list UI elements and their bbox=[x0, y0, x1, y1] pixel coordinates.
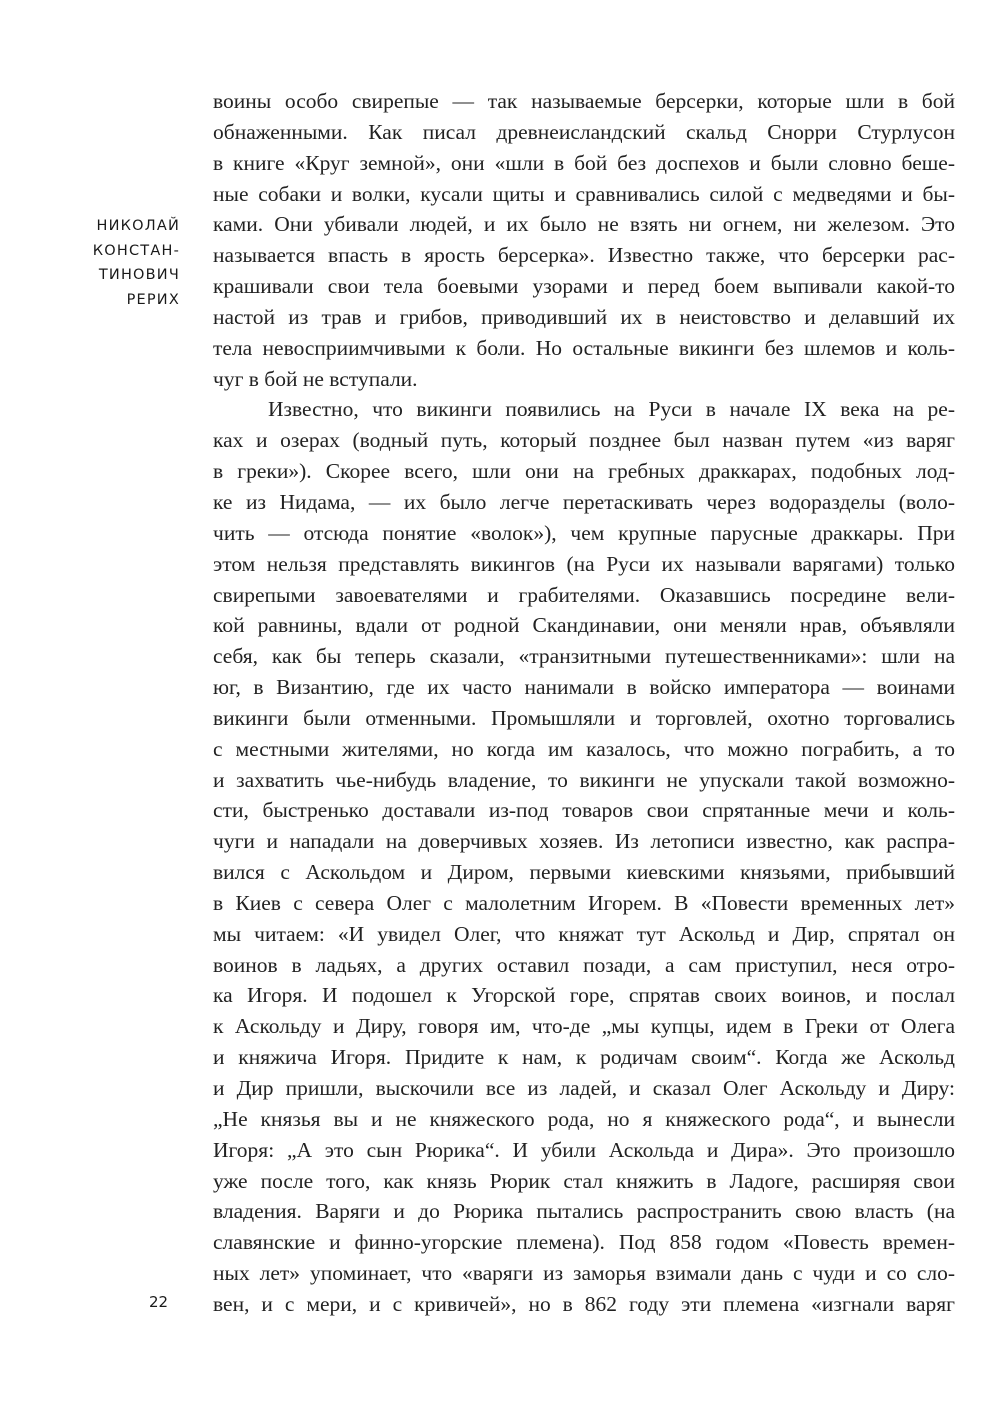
page-number: 22 bbox=[149, 1293, 169, 1311]
text-line: Известно, что викинги появились на Руси в начале IX века на ре- bbox=[268, 397, 955, 422]
text-line: и захватить чье-нибудь владение, то викинги не упускали такой возможно- bbox=[213, 767, 955, 792]
author-line: КОНСТАН- bbox=[92, 242, 180, 259]
text-line: чить — отсюда понятие «волок»), чем крупные парусные драккары. При bbox=[213, 520, 955, 545]
text-line: ками. Они убивали людей, и их было не взять ни огнем, ни железом. Это bbox=[213, 212, 955, 237]
text-line: уже после того, как князь Рюрик стал княжить в Ладоге, расширяя свои bbox=[213, 1168, 955, 1193]
text-line: ках и озерах (водный путь, который позднее был назван путем «из варяг bbox=[213, 428, 955, 453]
text-line: вился с Аскольдом и Диром, первыми киевскими князьями, прибывший bbox=[213, 860, 955, 885]
text-line: ка Игоря. И подошел к Угорской горе, спрятав своих воинов, и послал bbox=[213, 983, 955, 1008]
text-line: воинов в ладьях, а других оставил позади, а сам приступил, неся отро- bbox=[213, 952, 955, 977]
text-line: вен, и с мери, и с кривичей», но в 862 году эти племена «изгнали варяг bbox=[213, 1291, 955, 1316]
text-line: обнаженными. Как писал древнеисландский скальд Снорри Стурлусон bbox=[213, 119, 955, 144]
text-line: воины особо свирепые — так называемые берсерки, которые шли в бой bbox=[213, 89, 955, 113]
text-line: мы читаем: «И увидел Олег, что княжат тут Аскольд и Дир, спрятал он bbox=[213, 921, 955, 946]
text-line: славянские и финно-угорские племена). Под 858 годом «Повесть времен- bbox=[213, 1230, 955, 1255]
text-line: викинги были отменными. Промышляли и торговлей, охотно торговались bbox=[213, 705, 955, 730]
text-line: кой равнины, вдали от родной Скандинавии, они меняли нрав, объявляли bbox=[213, 613, 955, 638]
text-line: к Аскольду и Диру, говоря им, что-де „мы купцы, идем в Греки от Олега bbox=[213, 1014, 955, 1039]
text-line: „Не князья вы и не княжеского рода, но я княжеского рода“, и вынесли bbox=[213, 1106, 955, 1131]
text-line: себя, как бы теперь сказали, «транзитными путешественниками»: шли на bbox=[213, 644, 955, 669]
text-line: свирепыми завоевателями и грабителями. Оказавшись посредине вели- bbox=[213, 582, 955, 607]
text-line: этом нельзя представлять викингов (на Руси их называли варягами) только bbox=[213, 551, 955, 576]
text-line: ные собаки и волки, кусали щиты и сравнивались силой с медведями и бы- bbox=[213, 181, 955, 206]
author-line: НИКОЛАЙ bbox=[96, 218, 180, 234]
text-line: с местными жителями, но когда им казалось, что можно пограбить, а то bbox=[213, 736, 955, 761]
text-line: ке из Нидама, — их было легче перетаскивать через водоразделы (воло- bbox=[213, 489, 955, 514]
text-line: ных лет» упоминает, что «варяги из заморья взимали дань с чуди и со сло- bbox=[213, 1261, 955, 1286]
text-line: юг, в Византию, где их часто нанимали в войско императора — воинами bbox=[213, 675, 955, 700]
text-line: в Киев с севера Олег с малолетним Игорем. В «Повести временных лет» bbox=[213, 890, 955, 915]
text-line: чуг в бой не вступали. bbox=[213, 366, 418, 391]
author-line: РЕРИХ bbox=[126, 291, 180, 308]
text-line: сти, быстренько доставали из-под товаров свои спрятанные мечи и коль- bbox=[213, 798, 955, 823]
text-line: называется впасть в ярость берсерка». Известно также, что берсерки рас- bbox=[213, 243, 955, 268]
body-text bbox=[213, 86, 955, 1320]
text-line: в греки»). Скорее всего, шли они на гребных драккарах, подобных лод- bbox=[213, 459, 955, 484]
text-line: владения. Варяги и до Рюрика пытались распространить свою власть (на bbox=[213, 1199, 955, 1224]
text-line: и Дир пришли, выскочили все из ладей, и сказал Олег Аскольду и Диру: bbox=[213, 1076, 955, 1100]
text-line: крашивали свои тела боевыми узорами и перед боем выпивали какой-то bbox=[213, 274, 955, 299]
text-line: чуги и нападали на доверчивых хозяев. Из летописи известно, как распра- bbox=[213, 829, 955, 854]
text-line: и княжича Игоря. Придите к нам, к родичам своим“. Когда же Аскольд bbox=[213, 1045, 955, 1070]
text-line: в книге «Круг земной», они «шли в бой без доспехов и были словно беше- bbox=[213, 150, 955, 175]
author-line: ТИНОВИЧ bbox=[98, 267, 180, 283]
author-name-sidebar bbox=[93, 214, 180, 312]
text-line: настой из трав и грибов, приводивший их в неистовство и делавший их bbox=[213, 304, 955, 329]
text-line: Игоря: „А это сын Рюрика“. И убили Аскольда и Дира». Это произошло bbox=[213, 1137, 955, 1162]
text-line: тела невосприимчивыми к боли. Но остальные викинги без шлемов и коль- bbox=[213, 335, 955, 360]
